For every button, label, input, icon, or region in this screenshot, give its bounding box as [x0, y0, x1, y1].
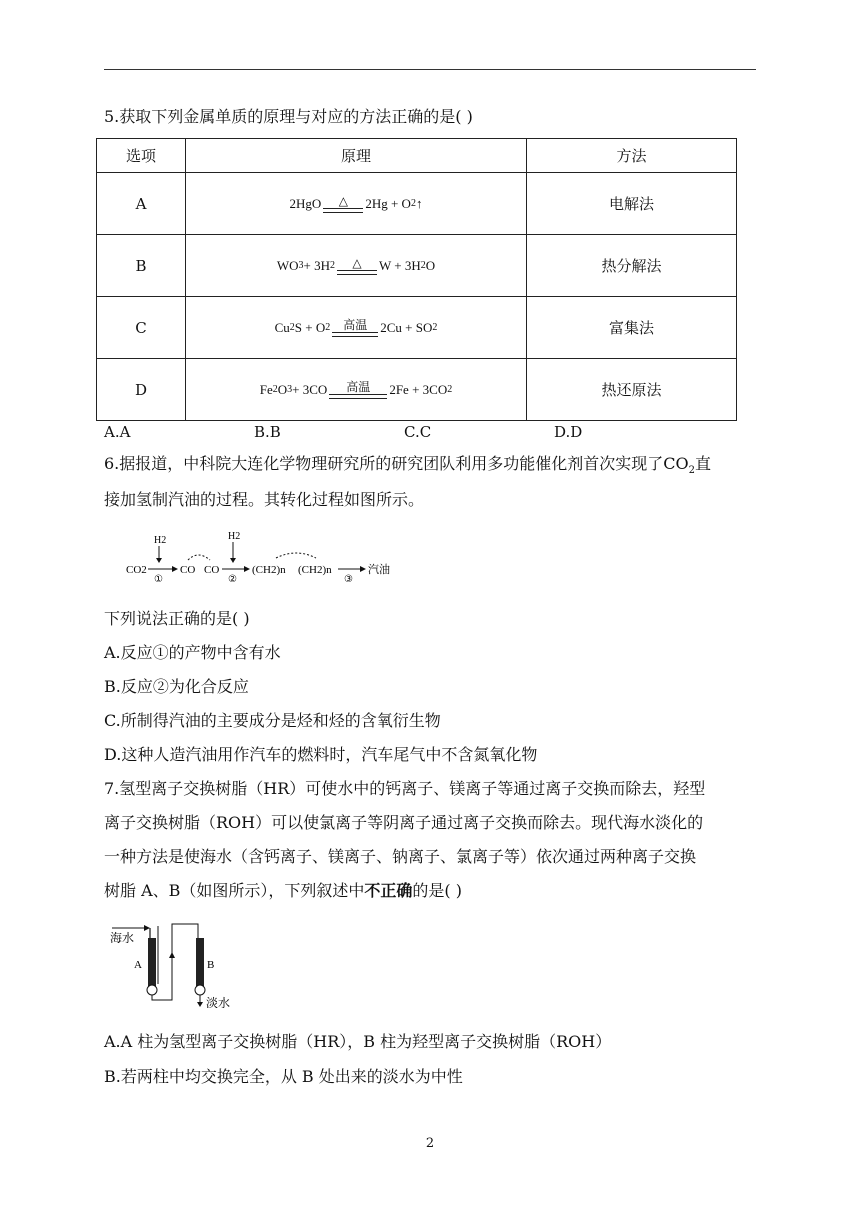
option-cell: A [97, 173, 186, 235]
ch2n-label-2: (CH2)n [298, 564, 332, 576]
equation [290, 194, 423, 213]
q7-stem-text: 树脂 A、B（如图所示），下列叙述中 [104, 881, 365, 900]
eq-lhs: 2HgO [289, 195, 322, 211]
equation [277, 256, 435, 275]
step-3-label: ③ [344, 574, 353, 582]
header-option: 选项 [97, 139, 186, 173]
option-cell: C [97, 297, 186, 359]
dashed-arc-icon [188, 555, 210, 560]
q6-stem-sub: 2 [688, 465, 696, 477]
equals-bar [329, 394, 387, 399]
eq-sub: 2 [272, 384, 278, 396]
arrowhead-icon [360, 566, 366, 572]
eq-condition-text: 高温 [343, 318, 368, 333]
q7-stem-line4 [104, 881, 462, 901]
q5-option-a: A.A [104, 423, 131, 441]
column-a-label: A [134, 959, 142, 971]
column-a-bulb [147, 985, 157, 995]
eq-lhs-tail: S + O [294, 319, 326, 335]
eq-lhs: WO [276, 257, 299, 273]
arrowhead-icon [156, 558, 162, 563]
q7-stem-line3: 一种方法是使海水（含钙离子、镁离子、钠离子、氯离子等）依次通过两种离子交换 [104, 847, 697, 866]
q6-stem-tail: 直 [695, 454, 712, 473]
method-cell: 热还原法 [527, 359, 737, 421]
ion-exchange-diagram [110, 918, 250, 1008]
eq-lhs-tail: O [277, 381, 288, 397]
arrowhead-icon [197, 1002, 203, 1007]
q7-option-a: A.A 柱为氢型离子交换树脂（HR），B 柱为羟型离子交换树脂（ROH） [104, 1032, 612, 1051]
q6-stem-line1 [104, 454, 711, 481]
header-method: 方法 [527, 139, 737, 173]
equals-bar [323, 208, 363, 213]
co-label-2: CO [204, 564, 220, 576]
eq-sub: 2 [432, 322, 438, 334]
eq-rhs: 2Fe + 3CO [389, 381, 448, 397]
arrowhead-icon [172, 566, 178, 572]
q6-option-a: A.反应①的产物中含有水 [104, 643, 281, 662]
column-b-label: B [207, 959, 215, 971]
page-number: 2 [425, 1136, 435, 1151]
equation-cell [186, 359, 527, 421]
eq-sub: 3 [287, 384, 293, 396]
eq-rhs: 2Cu + SO [380, 319, 433, 335]
eq-condition-text: 高温 [346, 380, 371, 395]
header-principle: 原理 [186, 139, 527, 173]
method-cell: 热分解法 [527, 235, 737, 297]
eq-condition-text: △ [338, 194, 348, 209]
header-rule [104, 69, 756, 70]
table-row [97, 235, 737, 297]
equation [275, 318, 438, 337]
column-b [196, 938, 204, 988]
arrowhead-icon [144, 925, 150, 931]
ch2n-label-1: (CH2)n [252, 564, 286, 576]
table-row [97, 359, 737, 421]
table-header-row [97, 139, 737, 173]
eq-sub: 2 [325, 322, 331, 334]
q6-stem-line2: 接加氢制汽油的过程。其转化过程如图所示。 [104, 490, 425, 509]
eq-lhs-tail: + 3CO [292, 381, 328, 397]
eq-rhs: W + 3H [379, 257, 421, 273]
q5-table [96, 138, 737, 421]
option-cell: D [97, 359, 186, 421]
step-1-label: ① [154, 574, 163, 582]
step-2-label: ② [228, 574, 237, 582]
equation-cell [186, 297, 527, 359]
eq-sub: 2 [410, 198, 416, 210]
eq-condition [329, 380, 387, 399]
eq-lhs: Fe [259, 381, 273, 397]
eq-lhs: Cu [274, 319, 290, 335]
conversion-diagram [126, 530, 426, 582]
eq-sub: 2 [420, 260, 426, 272]
q6-option-c: C.所制得汽油的主要成分是烃和烃的含氧衍生物 [104, 711, 441, 730]
gasoline-label: 汽油 [368, 563, 390, 576]
eq-condition [332, 318, 378, 337]
q6-prompt: 下列说法正确的是( ) [104, 609, 250, 628]
q7-stem-line1: 7.氢型离子交换树脂（HR）可使水中的钙离子、镁离子等通过离子交换而除去，羟型 [104, 779, 706, 798]
h2-label-2: H2 [228, 531, 241, 542]
freshwater-label: 淡水 [206, 996, 231, 1008]
eq-sub: 3 [298, 260, 304, 272]
equals-bar [332, 332, 378, 337]
equation [260, 380, 452, 399]
arrowhead-icon [169, 952, 175, 958]
q6-stem-text: 6.据报道，中科院大连化学物理研究所的研究团队利用多功能催化剂首次实现了CO [104, 454, 689, 473]
column-b-bulb [195, 985, 205, 995]
q7-option-b: B.若两柱中均交换完全，从 B 处出来的淡水为中性 [104, 1067, 463, 1086]
equation-cell [186, 235, 527, 297]
q5-stem: 5.获取下列金属单质的原理与对应的方法正确的是( ) [104, 107, 473, 126]
eq-rhs-tail: ↑ [415, 195, 423, 211]
option-cell: B [97, 235, 186, 297]
column-a [148, 938, 156, 988]
eq-condition [337, 256, 377, 275]
equals-bar [337, 270, 377, 275]
arrowhead-icon [244, 566, 250, 572]
arrowhead-icon [230, 558, 236, 563]
table-row [97, 173, 737, 235]
eq-sub: 2 [289, 322, 295, 334]
q6-option-d: D.这种人造汽油用作汽车的燃料时，汽车尾气中不含氮氧化物 [104, 745, 538, 764]
eq-condition [323, 194, 363, 213]
q5-option-d: D.D [554, 423, 583, 441]
eq-condition-text: △ [352, 256, 362, 271]
q7-emphasis: 不正确 [364, 881, 413, 900]
eq-lhs-tail: + 3H [303, 257, 330, 273]
table-row [97, 297, 737, 359]
eq-rhs: 2Hg + O [365, 195, 411, 211]
q5-option-b: B.B [254, 423, 281, 441]
eq-rhs-tail: O [425, 257, 436, 273]
equation-cell [186, 173, 527, 235]
connecting-tube [152, 924, 198, 1000]
eq-sub: 2 [447, 384, 453, 396]
q7-stem-tail: 的是( ) [412, 881, 462, 900]
co-label-1: CO [180, 564, 196, 576]
co2-label: CO2 [126, 564, 147, 576]
method-cell: 富集法 [527, 297, 737, 359]
q7-stem-line2: 离子交换树脂（ROH）可以使氯离子等阴离子通过离子交换而除去。现代海水淡化的 [104, 813, 704, 832]
q6-option-b: B.反应②为化合反应 [104, 677, 249, 696]
seawater-label: 海水 [110, 931, 135, 945]
q5-option-c: C.C [404, 423, 432, 441]
h2-label-1: H2 [154, 535, 167, 546]
method-cell: 电解法 [527, 173, 737, 235]
dashed-arc-icon [276, 553, 316, 558]
eq-sub: 2 [330, 260, 335, 272]
